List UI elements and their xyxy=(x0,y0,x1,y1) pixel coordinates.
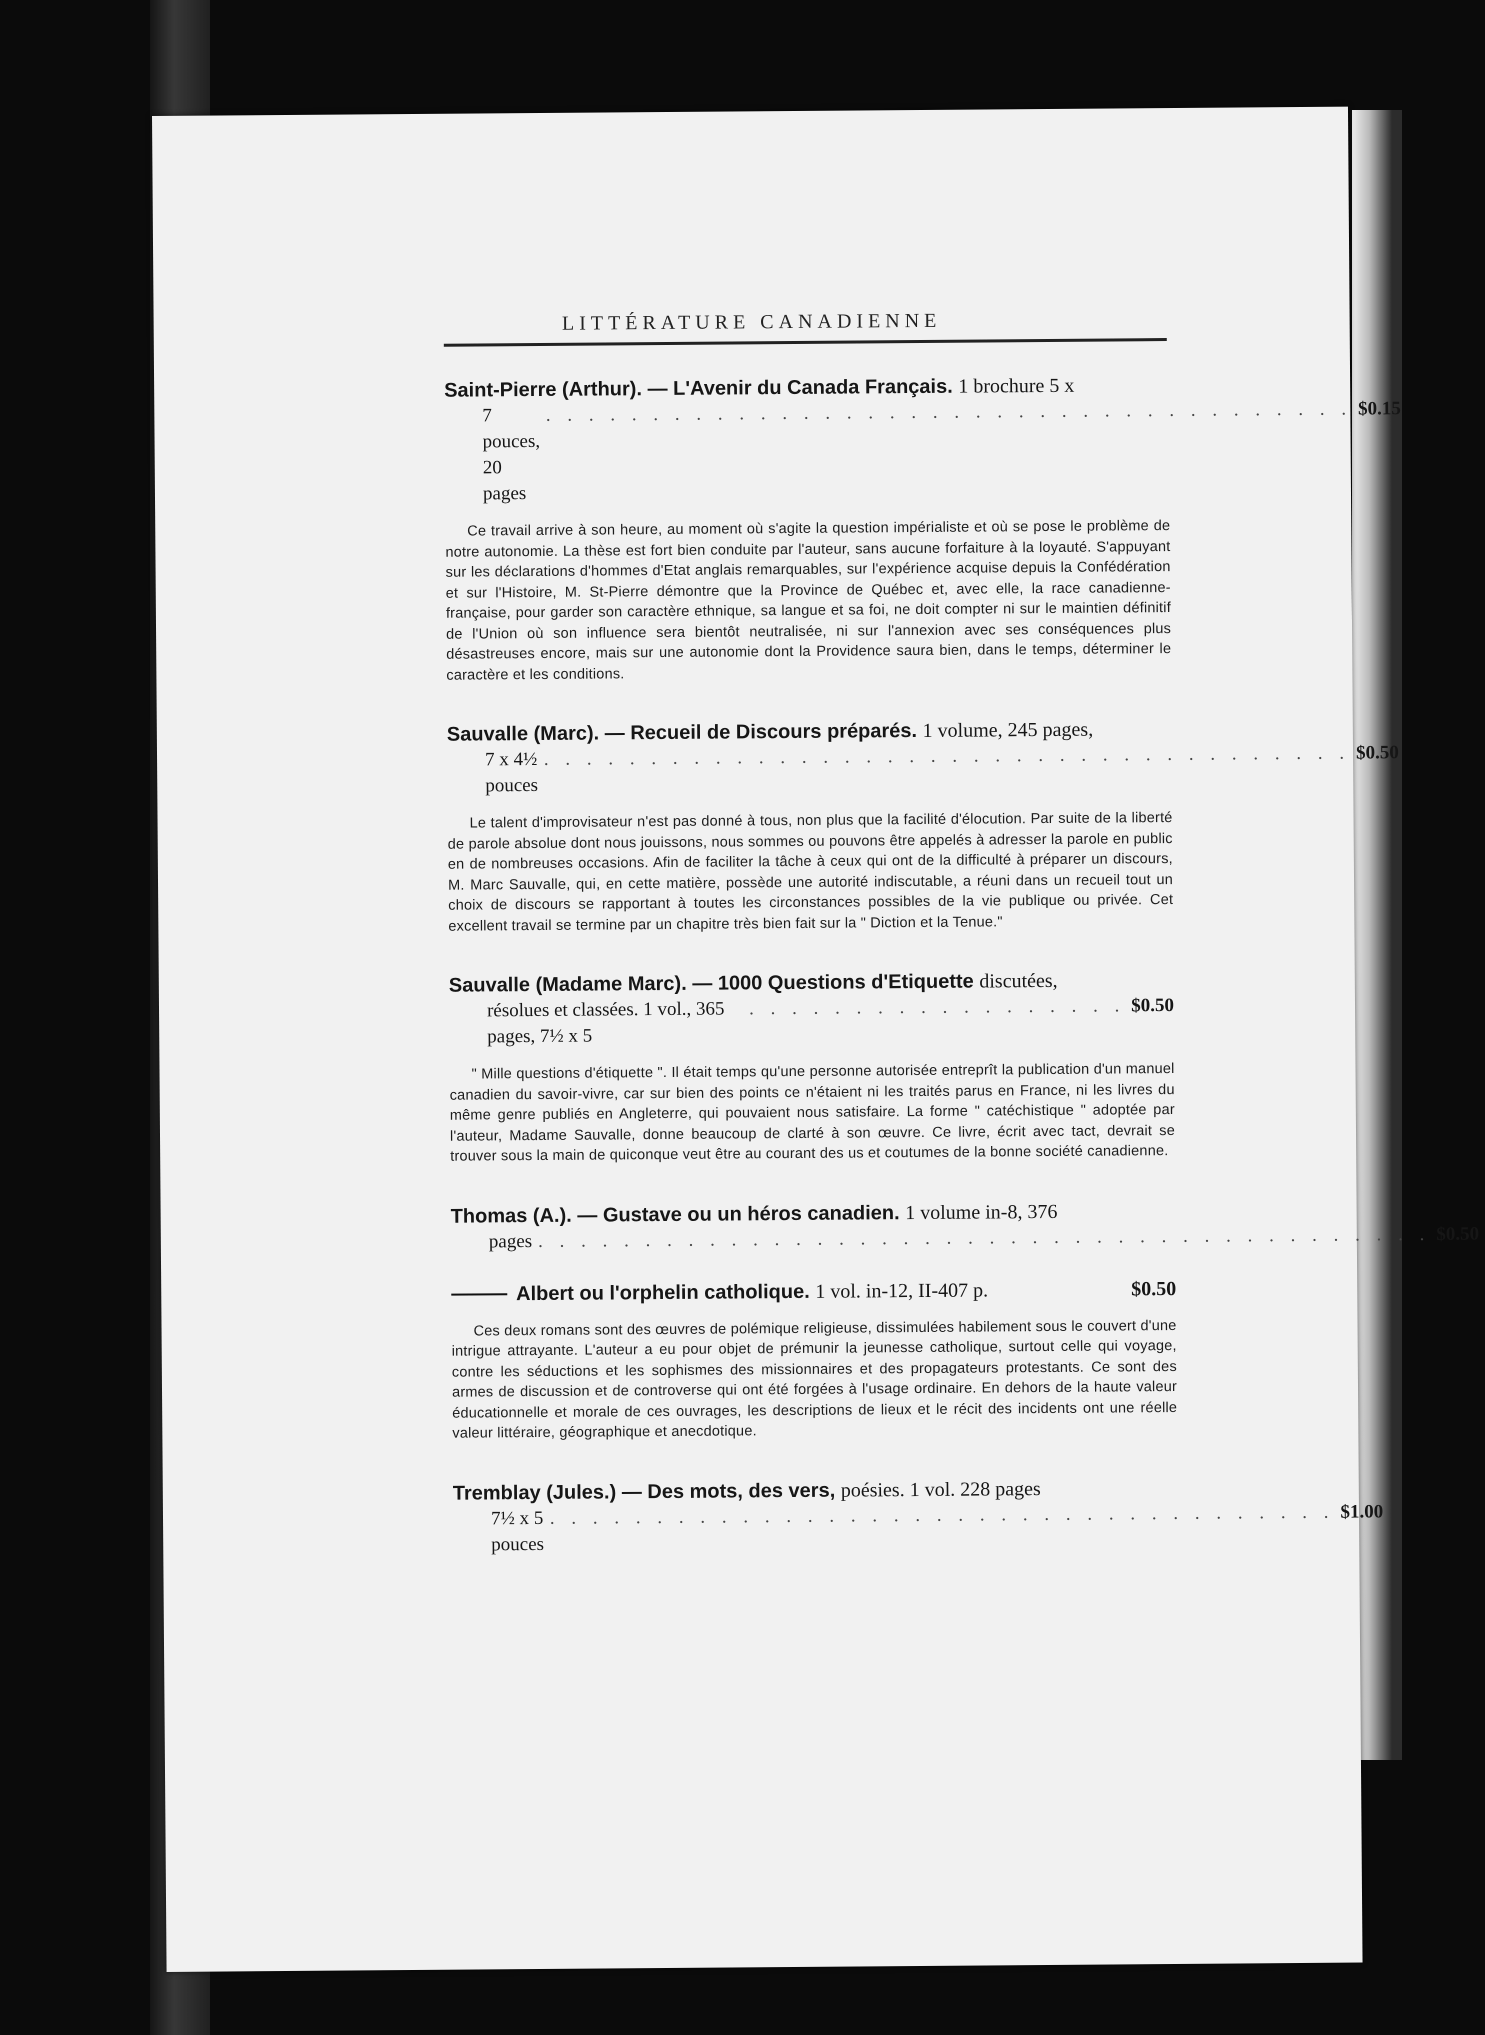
entry-author: Sauvalle (Marc). xyxy=(446,722,600,746)
entry-detail: 1 vol. in-12, II-407 p. xyxy=(815,1278,989,1303)
entry-author: Saint-Pierre (Arthur). xyxy=(444,378,643,402)
entry-separator: — xyxy=(621,1480,642,1503)
entry-second-line xyxy=(451,1223,1480,1255)
running-head: LITTÉRATURE CANADIENNE xyxy=(561,309,942,335)
dot-leader: . . . . . . . . . . . . . . . . . . . . . . . . . . . . . . . . . . . . . . xyxy=(543,742,1351,770)
entry-heading xyxy=(451,1275,1176,1307)
book-page xyxy=(152,107,1480,1972)
entry-detail-2: 7½ x 5 pouces xyxy=(490,1507,545,1555)
entry-description: Le talent d'improvisateur n'est pas donné à tous, non plus que la facilité d'élocution. Par suite de la liberté de parole absolue dont nous jouissons, nous sommes ou pouvons être appelés à adresser la parole en public en de nombreuses occasions. Afin de faciliter la tâche à ceux qui ont de la difficulté à préparer un discours, M. Marc Sauvalle, qui, en cette matière, possède une autorité indiscutable, a réuni dans un recueil tout un choix de discours se rapportant à toutes les circonstances possibles de la vie publique ou privée. Cet excellent travail se termine par un chapitre très bien fait sur la " Diction et la Tenue." xyxy=(447,810,1174,935)
entry-price: $0.50 xyxy=(1436,1223,1480,1245)
entry-title: Des mots, des vers, xyxy=(647,1479,836,1503)
entry-detail: 1 brochure 5 x xyxy=(958,374,1075,398)
catalog-entry xyxy=(451,1275,1177,1444)
entry-price: $1.00 xyxy=(1340,1500,1384,1523)
entry-title: Albert ou l'orphelin catholique. xyxy=(516,1280,810,1305)
entry-title: Gustave ou un héros canadien. xyxy=(602,1201,900,1226)
entry-description: " Mille questions d'étiquette ". Il était temps qu'une personne autorisée entreprît la publication d'un manuel canadien du savoir-vivre, car sur bien des points ce n'étaient ni les traités parus en France, ni les livres du même genre publiés en Angleterre, qui pouvaient nous satisfaire. La forme " catéchistique " adoptée par l'auteur, Madame Sauvalle, donne beaucoup de clarté à son œuvre. Ce livre, écrit avec tact, devrait se trouver sous la main de quiconque veut être au courant des us et coutumes de la bonne société canadienne. xyxy=(449,1060,1176,1165)
entry-detail: 1 volume, 245 pages, xyxy=(922,718,1094,742)
catalog-entry xyxy=(450,1197,1480,1255)
entry-price: $0.15 xyxy=(1358,398,1401,420)
catalog-entry xyxy=(449,967,1176,1167)
entry-author: Tremblay (Jules.) xyxy=(452,1480,617,1505)
catalog-entry xyxy=(444,372,1401,686)
dot-leader: . . . . . . . . . . . . . . . . . . . . . . . . . . . . . . . . . . . . . . xyxy=(545,398,1353,426)
dot-leader: . . . . . . . . . . . . . . . . . . . . . . . . . . . . . . . . . . . . . xyxy=(549,1501,1335,1529)
entry-second-line xyxy=(449,993,1174,1051)
entry-separator: — xyxy=(604,722,625,745)
dot-leader: . . . . . . . . . . . . . . . . . . . . . . . . . . . . . . . . . . . . . . . . . . xyxy=(538,1223,1431,1252)
entry-title: L'Avenir du Canada Français. xyxy=(673,375,953,400)
entry-price: $0.50 xyxy=(1131,1277,1177,1300)
entry-detail: 1 volume in-8, 376 xyxy=(905,1200,1058,1224)
entry-detail-2: pages xyxy=(488,1230,533,1252)
entry-second-line xyxy=(444,398,1401,508)
ditto-dash xyxy=(451,1293,507,1295)
entry-title: 1000 Questions d'Etiquette xyxy=(717,970,974,995)
entry-title: Recueil de Discours préparés. xyxy=(630,720,918,745)
entry-description: Ce travail arrive à son heure, au moment où s'agite la question impérialiste et où se pose le problème de notre autonomie. La thèse est fort bien conduite par l'auteur, sans aucune forfaiture à la loyauté. S'appuyant sur les déclarations d'hommes d'Etat anglais remarquables, sur l'expérience acquise depuis la Confédération et sur l'Histoire, M. St-Pierre démontre que la Province de Québec et, avec elle, la race canadienne-française, pour garder son caractère ethnique, sa langue et sa foi, ne doit compter ni sur le maintien définitif de l'Union où son influence sera bientôt neutralisée, ni sur l'annexion avec ses conséquences plus désastreuses encore, mais sur une autonomie dont la Providence saura bien, dans le temps, déterminer le caractère et les conditions. xyxy=(445,518,1172,684)
header-rule xyxy=(444,338,1167,347)
entry-description: Ces deux romans sont des œuvres de polémique religieuse, dissimulées habilement sous le couvert d'une intrigue attrayante. L'auteur a eu pour objet de prémunir la jeunesse catholique, surtout celle qui voyage, contre les séductions et les sophismes des missionnaires et des propagateurs protestants. Ce sont des armes de discussion et de controverse qui ont été forgées à l'usage ordinaire. En dehors de la haute valeur éducationnelle et morale de ces ouvrages, les descriptions de lieux et le récit des incidents ont une réelle valeur littéraire, géographique et anecdotique. xyxy=(451,1317,1178,1442)
entry-second-line xyxy=(453,1500,1384,1558)
entry-separator: — xyxy=(692,972,713,995)
entry-detail-2: 7 pouces, 20 pages xyxy=(482,405,541,505)
catalog-entry xyxy=(446,716,1399,937)
dot-leader: . . . . . . . . . . . . . . . . . . xyxy=(748,995,1126,1020)
entry-detail: poésies. 1 vol. 228 pages xyxy=(840,1477,1041,1502)
entry-detail-2: résolues et classées. 1 vol., 365 pages, 7½ x 5 xyxy=(486,998,725,1048)
entry-second-line xyxy=(447,742,1399,800)
entry-separator: — xyxy=(647,377,668,401)
entry-author: Sauvalle (Madame Marc). xyxy=(448,972,687,997)
entry-detail-2: 7 x 4½ pouces xyxy=(484,748,539,797)
entry-detail: discutées, xyxy=(979,969,1058,993)
catalog-entry xyxy=(452,1474,1384,1558)
catalog-entries xyxy=(444,356,1480,1594)
entry-author: Thomas (A.). xyxy=(450,1204,572,1228)
entry-separator: — xyxy=(577,1204,598,1227)
entry-price: $0.50 xyxy=(1131,995,1175,1017)
entry-price: $0.50 xyxy=(1355,742,1399,764)
